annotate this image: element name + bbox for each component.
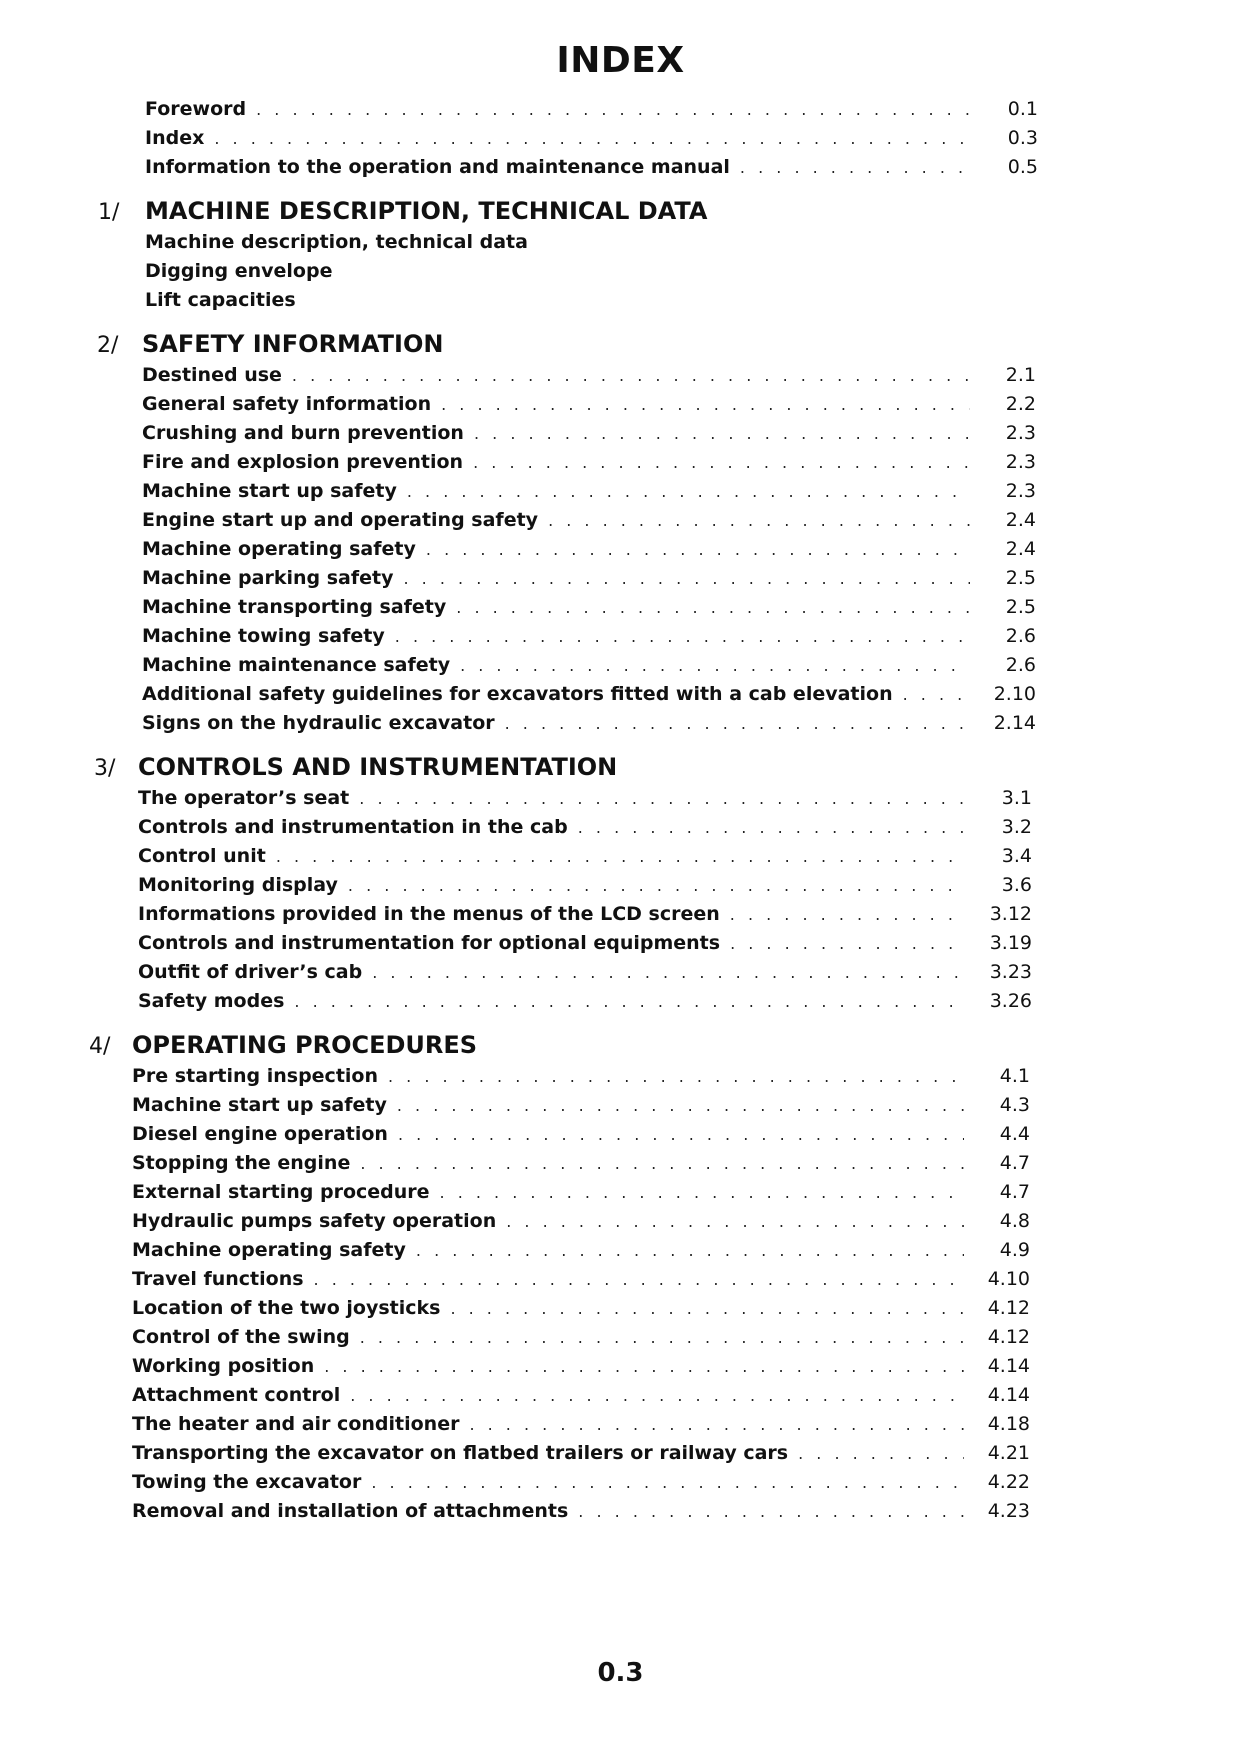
toc-page-number: 2.1 <box>1005 364 1036 386</box>
toc-page-number: 3.4 <box>1001 845 1032 867</box>
toc-entry[interactable] <box>142 451 1036 480</box>
toc-entry-label: Attachment control <box>132 1384 341 1406</box>
toc-page-number: 2.6 <box>1005 625 1036 647</box>
section-heading <box>0 1019 1241 1065</box>
toc-entry-label: Controls and instrumentation for optional equipments <box>138 932 721 954</box>
toc-entry[interactable] <box>132 1326 1030 1355</box>
toc-page-number: 2.5 <box>1005 596 1036 618</box>
toc-page-number: 2.2 <box>1005 393 1036 415</box>
toc-entry-label: Machine start up safety <box>132 1094 387 1116</box>
toc-entry-label: Diesel engine operation <box>132 1123 388 1145</box>
toc-entry-label: Towing the excavator <box>132 1471 362 1493</box>
toc-page-number: 4.8 <box>999 1210 1030 1232</box>
toc-entry-label: Additional safety guidelines for excavators fitted with a cab elevation <box>142 683 893 705</box>
toc-page-number: 0.3 <box>1007 127 1038 149</box>
toc-entry-foreword[interactable] <box>145 98 1038 127</box>
toc-entry[interactable] <box>132 1384 1030 1413</box>
dot-leader <box>578 818 966 837</box>
toc-entry[interactable] <box>132 1471 1030 1500</box>
toc-entry[interactable] <box>132 1210 1030 1239</box>
dot-leader <box>416 1241 964 1260</box>
toc-entry-label: Pre starting inspection <box>132 1065 378 1087</box>
page-title: INDEX <box>556 40 685 81</box>
toc-entry-label: Hydraulic pumps safety operation <box>132 1210 497 1232</box>
intro-group <box>145 98 1038 185</box>
toc-page-number: 4.7 <box>999 1181 1030 1203</box>
section-title: MACHINE DESCRIPTION, TECHNICAL DATA <box>145 197 708 225</box>
toc-page-number: 2.4 <box>1005 509 1036 531</box>
toc-page-number: 3.1 <box>1001 787 1032 809</box>
toc-entry[interactable] <box>138 903 1032 932</box>
section-title: CONTROLS AND INSTRUMENTATION <box>138 753 618 781</box>
toc-page-number: 4.14 <box>987 1384 1030 1406</box>
toc-entry[interactable] <box>142 596 1036 625</box>
section-number: 1/ <box>98 200 120 225</box>
toc-entry-label: Machine transporting safety <box>142 596 447 618</box>
toc-entry[interactable] <box>142 480 1036 509</box>
toc-entry[interactable] <box>142 364 1036 393</box>
toc-entry[interactable] <box>142 422 1036 451</box>
toc-page-number: 4.4 <box>999 1123 1030 1145</box>
toc-entry-label: Monitoring display <box>138 874 338 896</box>
section-number: 4/ <box>89 1034 111 1059</box>
toc-page-number: 4.18 <box>987 1413 1030 1435</box>
toc-entry[interactable] <box>142 393 1036 422</box>
toc-entry-label: Location of the two joysticks <box>132 1297 441 1319</box>
section-title: SAFETY INFORMATION <box>142 330 444 358</box>
section-heading <box>0 185 1241 231</box>
dot-leader <box>440 1183 964 1202</box>
toc-entry-index[interactable] <box>145 127 1038 156</box>
toc-entry-label: Machine maintenance safety <box>142 654 451 676</box>
toc-page-number: 2.3 <box>1005 480 1036 502</box>
toc-page-number: 4.7 <box>999 1152 1030 1174</box>
dot-leader <box>395 627 970 646</box>
dot-leader <box>404 569 971 588</box>
toc-page-number: 4.22 <box>987 1471 1030 1493</box>
section-heading <box>0 318 1241 364</box>
toc-page-number: 0.5 <box>1007 156 1038 178</box>
dot-leader <box>397 1096 964 1115</box>
dot-leader <box>460 656 970 675</box>
toc-entry[interactable] <box>138 845 1032 874</box>
toc-page-number: 2.10 <box>993 683 1036 705</box>
toc-entry-label: Foreword <box>145 98 247 120</box>
toc-entry[interactable] <box>132 1413 1030 1442</box>
toc-entry-label: Machine start up safety <box>142 480 397 502</box>
toc-entry[interactable] <box>132 1355 1030 1384</box>
toc-entry-label: Machine operating safety <box>142 538 416 560</box>
toc-page-number: 4.23 <box>987 1500 1030 1522</box>
table-of-contents <box>0 98 1241 1529</box>
dot-leader <box>730 905 966 924</box>
toc-page-number: 2.3 <box>1005 451 1036 473</box>
toc-entry-label: Control unit <box>138 845 266 867</box>
dot-leader <box>441 395 970 414</box>
toc-entry[interactable] <box>142 625 1036 654</box>
toc-page-number: 4.21 <box>987 1442 1030 1464</box>
page-number: 0.3 <box>597 1658 644 1688</box>
toc-entry-label: Machine towing safety <box>142 625 385 647</box>
section-entries <box>138 787 1032 1019</box>
toc-entry-label: External starting procedure <box>132 1181 430 1203</box>
toc-entry[interactable] <box>132 1500 1030 1529</box>
toc-entry[interactable] <box>138 816 1032 845</box>
toc-entry-label: Transporting the excavator on flatbed trailers or railway cars <box>132 1442 789 1464</box>
dot-leader <box>548 511 970 530</box>
toc-entry[interactable] <box>145 260 1038 289</box>
dot-leader <box>276 847 966 866</box>
dot-leader <box>360 1328 964 1347</box>
toc-entry[interactable] <box>138 874 1032 903</box>
dot-leader <box>407 482 970 501</box>
toc-entry-label: Stopping the engine <box>132 1152 351 1174</box>
toc-entry[interactable] <box>142 712 1036 741</box>
toc-page-number: 2.4 <box>1005 538 1036 560</box>
dot-leader <box>506 1212 964 1231</box>
dot-leader <box>388 1067 964 1086</box>
toc-entry-label: The operator’s seat <box>138 787 350 809</box>
toc-entry[interactable] <box>132 1181 1030 1210</box>
toc-entry[interactable] <box>132 1123 1030 1152</box>
toc-page-number: 3.26 <box>989 990 1032 1012</box>
toc-entry-label: Working position <box>132 1355 315 1377</box>
toc-page-number: 3.6 <box>1001 874 1032 896</box>
toc-entry[interactable] <box>138 932 1032 961</box>
toc-page-number: 4.10 <box>987 1268 1030 1290</box>
toc-entry[interactable] <box>132 1297 1030 1326</box>
toc-entry[interactable] <box>142 567 1036 596</box>
dot-leader <box>505 714 970 733</box>
toc-entry[interactable] <box>132 1239 1030 1268</box>
toc-entry-label: Machine description, technical data <box>145 231 528 253</box>
toc-page-number: 2.14 <box>993 712 1036 734</box>
toc-entry[interactable] <box>142 538 1036 567</box>
toc-entry-label: Machine parking safety <box>142 567 394 589</box>
section-entries <box>142 364 1036 741</box>
toc-entry[interactable] <box>132 1268 1030 1297</box>
toc-entry-label: Removal and installation of attachments <box>132 1500 569 1522</box>
toc-page-number: 0.1 <box>1007 98 1038 120</box>
toc-entry-label: Fire and explosion prevention <box>142 451 464 473</box>
toc-page-number: 3.12 <box>989 903 1032 925</box>
toc-entry[interactable] <box>142 509 1036 538</box>
dot-leader <box>469 1415 964 1434</box>
toc-entry-label: Outfit of driver’s cab <box>138 961 363 983</box>
toc-entry-label: Controls and instrumentation in the cab <box>138 816 568 838</box>
dot-leader <box>730 934 966 953</box>
dot-leader <box>348 876 966 895</box>
sections-container <box>0 185 1241 1529</box>
toc-entry-label: Control of the swing <box>132 1326 350 1348</box>
toc-page-number: 4.12 <box>987 1297 1030 1319</box>
dot-leader <box>426 540 970 559</box>
dot-leader <box>360 1154 964 1173</box>
toc-page-number: 4.1 <box>999 1065 1030 1087</box>
toc-entry[interactable] <box>132 1065 1030 1094</box>
toc-page-number: 4.3 <box>999 1094 1030 1116</box>
toc-page-number: 4.14 <box>987 1355 1030 1377</box>
toc-entry[interactable] <box>138 961 1032 990</box>
toc-page-number: 4.9 <box>999 1239 1030 1261</box>
dot-leader <box>294 992 966 1011</box>
toc-entry-information[interactable] <box>145 156 1038 185</box>
dot-leader <box>903 685 970 704</box>
dot-leader <box>474 424 970 443</box>
section-number: 3/ <box>94 756 116 781</box>
dot-leader <box>359 789 966 808</box>
toc-page-number: 3.23 <box>989 961 1032 983</box>
toc-page-number: 2.5 <box>1005 567 1036 589</box>
toc-entry-label: Safety modes <box>138 990 285 1012</box>
dot-leader <box>371 1473 964 1492</box>
toc-entry[interactable] <box>132 1442 1030 1471</box>
toc-entry-label: Engine start up and operating safety <box>142 509 539 531</box>
toc-page-number: 2.3 <box>1005 422 1036 444</box>
toc-entry-label: General safety information <box>142 393 432 415</box>
dot-leader <box>292 366 970 385</box>
toc-entry[interactable] <box>142 654 1036 683</box>
dot-leader <box>324 1357 964 1376</box>
toc-page-number: 3.2 <box>1001 816 1032 838</box>
toc-entry-label: Travel functions <box>132 1268 304 1290</box>
dot-leader <box>798 1444 964 1463</box>
dot-leader <box>398 1125 964 1144</box>
dot-leader <box>578 1502 964 1521</box>
toc-entry-label: Informations provided in the menus of the LCD screen <box>138 903 720 925</box>
toc-entry-label: Machine operating safety <box>132 1239 406 1261</box>
dot-leader <box>214 129 972 148</box>
toc-entry[interactable] <box>145 289 1038 318</box>
dot-leader <box>473 453 970 472</box>
toc-entry[interactable] <box>145 231 1038 260</box>
toc-entry-label: Signs on the hydraulic excavator <box>142 712 495 734</box>
dot-leader <box>350 1386 964 1405</box>
toc-entry[interactable] <box>142 683 1036 712</box>
section-number: 2/ <box>97 333 119 358</box>
dot-leader <box>450 1299 964 1318</box>
toc-entry[interactable] <box>132 1152 1030 1181</box>
toc-entry-label: Digging envelope <box>145 260 333 282</box>
section-title: OPERATING PROCEDURES <box>132 1031 478 1059</box>
toc-page-number: 4.12 <box>987 1326 1030 1348</box>
toc-entry[interactable] <box>138 990 1032 1019</box>
dot-leader <box>256 100 972 119</box>
section-entries <box>132 1065 1030 1529</box>
toc-page-number: 2.6 <box>1005 654 1036 676</box>
toc-entry-label: Lift capacities <box>145 289 296 311</box>
toc-entry-label: Crushing and burn prevention <box>142 422 464 444</box>
toc-entry[interactable] <box>132 1094 1030 1123</box>
dot-leader <box>314 1270 964 1289</box>
toc-entry-label: The heater and air conditioner <box>132 1413 460 1435</box>
toc-entry-label: Information to the operation and maintenance manual <box>145 156 730 178</box>
toc-entry[interactable] <box>138 787 1032 816</box>
toc-entry-label: Index <box>145 127 205 149</box>
dot-leader <box>372 963 966 982</box>
dot-leader <box>456 598 970 617</box>
toc-page-number: 3.19 <box>989 932 1032 954</box>
toc-entry-label: Destined use <box>142 364 282 386</box>
section-entries <box>145 231 1038 318</box>
section-heading <box>0 741 1241 787</box>
dot-leader <box>740 158 972 177</box>
